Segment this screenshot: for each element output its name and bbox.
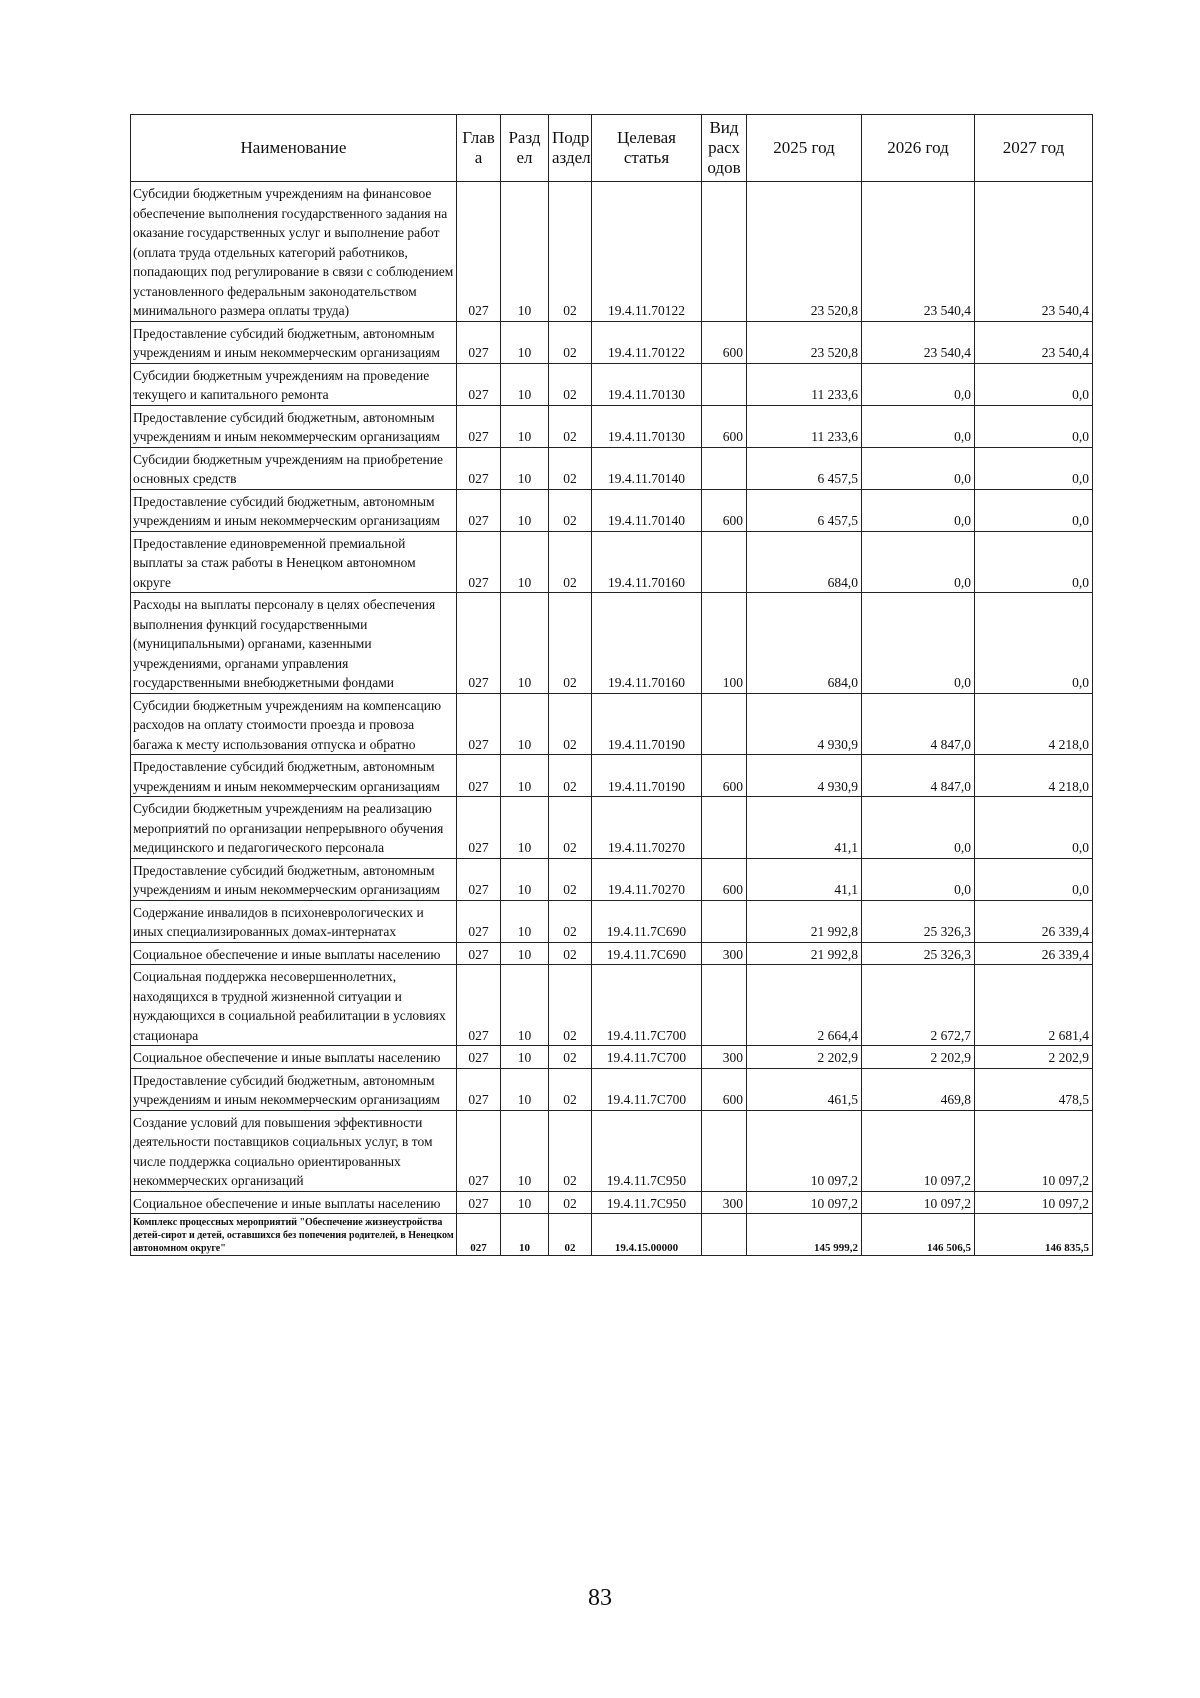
cell-name: Создание условий для повышения эффективности деятельности поставщиков социальных услуг, в том числе поддержка социально ориентированных некоммерческих организаций: [131, 1110, 457, 1191]
table-row: [131, 1068, 1093, 1110]
cell-article: 19.4.11.7С690: [592, 900, 702, 942]
cell-vid: 600: [702, 1068, 747, 1110]
cell-2027: 2 202,9: [975, 1046, 1093, 1069]
cell-glava: 027: [457, 858, 501, 900]
cell-podrazdel: 02: [549, 1214, 592, 1256]
cell-name: Предоставление субсидий бюджетным, автономным учреждениям и иным некоммерческим организациям: [131, 755, 457, 797]
cell-article: 19.4.11.7С700: [592, 1068, 702, 1110]
cell-vid: [702, 1214, 747, 1256]
cell-article: 19.4.11.70130: [592, 405, 702, 447]
cell-2027: 4 218,0: [975, 693, 1093, 755]
table-row: [131, 693, 1093, 755]
cell-razdel: 10: [501, 363, 549, 405]
cell-glava: 027: [457, 447, 501, 489]
cell-glava: 027: [457, 797, 501, 859]
cell-glava: 027: [457, 693, 501, 755]
cell-2026: 23 540,4: [862, 182, 975, 322]
cell-2025: 23 520,8: [747, 182, 862, 322]
cell-2026: 0,0: [862, 797, 975, 859]
cell-razdel: 10: [501, 900, 549, 942]
cell-glava: 027: [457, 405, 501, 447]
cell-razdel: 10: [501, 447, 549, 489]
table-row: [131, 321, 1093, 363]
cell-2025: 21 992,8: [747, 942, 862, 965]
cell-2026: 10 097,2: [862, 1191, 975, 1214]
cell-2027: 26 339,4: [975, 942, 1093, 965]
table-row: [131, 858, 1093, 900]
cell-razdel: 10: [501, 321, 549, 363]
cell-glava: 027: [457, 942, 501, 965]
cell-article: 19.4.11.70190: [592, 693, 702, 755]
cell-razdel: 10: [501, 531, 549, 593]
cell-2027: 0,0: [975, 363, 1093, 405]
cell-2026: 4 847,0: [862, 755, 975, 797]
cell-2026: 23 540,4: [862, 321, 975, 363]
cell-razdel: 10: [501, 405, 549, 447]
cell-razdel: 10: [501, 1046, 549, 1069]
cell-name: Субсидии бюджетным учреждениям на приобретение основных средств: [131, 447, 457, 489]
cell-2026: 25 326,3: [862, 942, 975, 965]
cell-article: 19.4.15.00000: [592, 1214, 702, 1256]
cell-podrazdel: 02: [549, 858, 592, 900]
cell-podrazdel: 02: [549, 489, 592, 531]
cell-2026: 2 672,7: [862, 965, 975, 1046]
header-glava: Глав а: [457, 115, 501, 182]
cell-glava: 027: [457, 321, 501, 363]
table-row: [131, 489, 1093, 531]
cell-2027: 0,0: [975, 531, 1093, 593]
cell-razdel: 10: [501, 858, 549, 900]
cell-2025: 41,1: [747, 797, 862, 859]
cell-article: 19.4.11.7С950: [592, 1191, 702, 1214]
cell-razdel: 10: [501, 489, 549, 531]
header-razdel: Разд ел: [501, 115, 549, 182]
cell-article: 19.4.11.70190: [592, 755, 702, 797]
cell-vid: 600: [702, 405, 747, 447]
cell-2027: 4 218,0: [975, 755, 1093, 797]
cell-podrazdel: 02: [549, 531, 592, 593]
table-row: [131, 755, 1093, 797]
cell-article: 19.4.11.7С700: [592, 965, 702, 1046]
page-number: 83: [588, 1585, 612, 1611]
cell-razdel: 10: [501, 182, 549, 322]
cell-name: Социальное обеспечение и иные выплаты населению: [131, 1046, 457, 1069]
cell-podrazdel: 02: [549, 965, 592, 1046]
cell-glava: 027: [457, 900, 501, 942]
cell-razdel: 10: [501, 593, 549, 694]
cell-2025: 461,5: [747, 1068, 862, 1110]
cell-podrazdel: 02: [549, 593, 592, 694]
cell-2025: 11 233,6: [747, 405, 862, 447]
cell-razdel: 10: [501, 693, 549, 755]
cell-vid: [702, 531, 747, 593]
cell-vid: [702, 1110, 747, 1191]
cell-podrazdel: 02: [549, 182, 592, 322]
cell-2027: 0,0: [975, 858, 1093, 900]
cell-article: 19.4.11.7С690: [592, 942, 702, 965]
cell-2025: 21 992,8: [747, 900, 862, 942]
cell-2026: 0,0: [862, 858, 975, 900]
cell-vid: [702, 797, 747, 859]
cell-2027: 0,0: [975, 593, 1093, 694]
cell-article: 19.4.11.70270: [592, 858, 702, 900]
cell-name: Предоставление единовременной премиальной выплаты за стаж работы в Ненецком автономном округе: [131, 531, 457, 593]
cell-2026: 0,0: [862, 593, 975, 694]
table-row: [131, 900, 1093, 942]
cell-podrazdel: 02: [549, 942, 592, 965]
cell-name: Предоставление субсидий бюджетным, автономным учреждениям и иным некоммерческим организациям: [131, 405, 457, 447]
cell-article: 19.4.11.7С950: [592, 1110, 702, 1191]
cell-2027: 0,0: [975, 489, 1093, 531]
cell-vid: 300: [702, 1046, 747, 1069]
cell-2027: 146 835,5: [975, 1214, 1093, 1256]
table-row: [131, 797, 1093, 859]
cell-razdel: 10: [501, 1068, 549, 1110]
cell-article: 19.4.11.70122: [592, 182, 702, 322]
cell-2027: 10 097,2: [975, 1191, 1093, 1214]
cell-vid: [702, 182, 747, 322]
cell-glava: 027: [457, 1068, 501, 1110]
table-row: [131, 593, 1093, 694]
cell-glava: 027: [457, 755, 501, 797]
table-row: [131, 965, 1093, 1046]
cell-2025: 23 520,8: [747, 321, 862, 363]
cell-vid: [702, 693, 747, 755]
cell-2025: 4 930,9: [747, 755, 862, 797]
cell-podrazdel: 02: [549, 900, 592, 942]
cell-glava: 027: [457, 965, 501, 1046]
cell-2027: 23 540,4: [975, 182, 1093, 322]
table-row: [131, 405, 1093, 447]
cell-podrazdel: 02: [549, 447, 592, 489]
cell-razdel: 10: [501, 1191, 549, 1214]
cell-name: Социальная поддержка несовершеннолетних, находящихся в трудной жизненной ситуации и нуждающихся в социальной реабилитации в условиях стационара: [131, 965, 457, 1046]
table-row: [131, 1046, 1093, 1069]
cell-name: Расходы на выплаты персоналу в целях обеспечения выполнения функций государственными (муниципальными) органами, казенными учреждениями, органами управления государственными внебюджетными фондами: [131, 593, 457, 694]
cell-name: Социальное обеспечение и иные выплаты населению: [131, 1191, 457, 1214]
cell-name: Субсидии бюджетным учреждениям на проведение текущего и капитального ремонта: [131, 363, 457, 405]
cell-razdel: 10: [501, 755, 549, 797]
cell-2027: 0,0: [975, 405, 1093, 447]
cell-glava: 027: [457, 1191, 501, 1214]
header-2027: 2027 год: [975, 115, 1093, 182]
cell-name: Предоставление субсидий бюджетным, автономным учреждениям и иным некоммерческим организациям: [131, 858, 457, 900]
cell-glava: 027: [457, 182, 501, 322]
cell-2025: 41,1: [747, 858, 862, 900]
budget-table: [130, 114, 1093, 1256]
cell-2025: 684,0: [747, 531, 862, 593]
header-2025: 2025 год: [747, 115, 862, 182]
cell-article: 19.4.11.70140: [592, 447, 702, 489]
cell-2027: 2 681,4: [975, 965, 1093, 1046]
table-row: [131, 363, 1093, 405]
cell-vid: [702, 900, 747, 942]
cell-2026: 146 506,5: [862, 1214, 975, 1256]
cell-article: 19.4.11.70160: [592, 531, 702, 593]
table-row: [131, 942, 1093, 965]
budget-table-sheet: [130, 114, 1092, 1256]
cell-glava: 027: [457, 1214, 501, 1256]
cell-podrazdel: 02: [549, 363, 592, 405]
cell-razdel: 10: [501, 942, 549, 965]
cell-2025: 145 999,2: [747, 1214, 862, 1256]
cell-vid: [702, 363, 747, 405]
cell-vid: 600: [702, 858, 747, 900]
cell-vid: 300: [702, 1191, 747, 1214]
cell-name: Предоставление субсидий бюджетным, автономным учреждениям и иным некоммерческим организациям: [131, 489, 457, 531]
cell-2025: 684,0: [747, 593, 862, 694]
cell-razdel: 10: [501, 1110, 549, 1191]
cell-article: 19.4.11.70160: [592, 593, 702, 694]
cell-vid: 600: [702, 489, 747, 531]
cell-article: 19.4.11.70270: [592, 797, 702, 859]
cell-podrazdel: 02: [549, 1191, 592, 1214]
cell-2026: 0,0: [862, 447, 975, 489]
table-row: [131, 1191, 1093, 1214]
header-2026: 2026 год: [862, 115, 975, 182]
cell-name: Комплекс процессных мероприятий "Обеспечение жизнеустройства детей-сирот и детей, оставшихся без попечения родителей, в Ненецком автономном округе": [131, 1214, 457, 1256]
cell-2026: 469,8: [862, 1068, 975, 1110]
cell-2026: 0,0: [862, 363, 975, 405]
cell-article: 19.4.11.70122: [592, 321, 702, 363]
cell-2027: 478,5: [975, 1068, 1093, 1110]
cell-2025: 11 233,6: [747, 363, 862, 405]
cell-name: Предоставление субсидий бюджетным, автономным учреждениям и иным некоммерческим организациям: [131, 321, 457, 363]
cell-glava: 027: [457, 489, 501, 531]
cell-vid: 600: [702, 755, 747, 797]
cell-2026: 0,0: [862, 489, 975, 531]
cell-podrazdel: 02: [549, 1068, 592, 1110]
cell-2027: 0,0: [975, 447, 1093, 489]
cell-glava: 027: [457, 531, 501, 593]
cell-vid: [702, 965, 747, 1046]
header-podrazdel: Подр аздел: [549, 115, 592, 182]
cell-2025: 2 202,9: [747, 1046, 862, 1069]
cell-vid: [702, 447, 747, 489]
cell-2026: 4 847,0: [862, 693, 975, 755]
cell-vid: 600: [702, 321, 747, 363]
header-vid: Вид расх одов: [702, 115, 747, 182]
cell-article: 19.4.11.70140: [592, 489, 702, 531]
cell-2027: 23 540,4: [975, 321, 1093, 363]
cell-2027: 10 097,2: [975, 1110, 1093, 1191]
cell-podrazdel: 02: [549, 755, 592, 797]
cell-name: Социальное обеспечение и иные выплаты населению: [131, 942, 457, 965]
table-header-row: [131, 115, 1093, 182]
cell-glava: 027: [457, 1110, 501, 1191]
cell-razdel: 10: [501, 965, 549, 1046]
cell-podrazdel: 02: [549, 1110, 592, 1191]
table-row: [131, 1110, 1093, 1191]
cell-2025: 10 097,2: [747, 1110, 862, 1191]
cell-2025: 10 097,2: [747, 1191, 862, 1214]
cell-name: Субсидии бюджетным учреждениям на реализацию мероприятий по организации непрерывного обучения медицинского и педагогического персонала: [131, 797, 457, 859]
cell-vid: 300: [702, 942, 747, 965]
cell-razdel: 10: [501, 797, 549, 859]
header-name: Наименование: [131, 115, 457, 182]
cell-2026: 0,0: [862, 531, 975, 593]
cell-name: Субсидии бюджетным учреждениям на финансовое обеспечение выполнения государственного задания на оказание государственных услуг и выполнение работ (оплата труда отдельных категорий работников, попадающих под регулирование в связи с соблюдением установленного федеральным законодательством минимального размера оплаты труда): [131, 182, 457, 322]
table-row: [131, 1214, 1093, 1256]
cell-name: Содержание инвалидов в психоневрологических и иных специализированных домах-интернатах: [131, 900, 457, 942]
cell-2025: 6 457,5: [747, 489, 862, 531]
cell-razdel: 10: [501, 1214, 549, 1256]
table-row: [131, 531, 1093, 593]
cell-podrazdel: 02: [549, 797, 592, 859]
table-body: [131, 182, 1093, 1256]
cell-podrazdel: 02: [549, 1046, 592, 1069]
cell-2026: 10 097,2: [862, 1110, 975, 1191]
cell-2027: 0,0: [975, 797, 1093, 859]
cell-2027: 26 339,4: [975, 900, 1093, 942]
cell-podrazdel: 02: [549, 321, 592, 363]
table-row: [131, 447, 1093, 489]
cell-2025: 4 930,9: [747, 693, 862, 755]
cell-2026: 2 202,9: [862, 1046, 975, 1069]
cell-article: 19.4.11.70130: [592, 363, 702, 405]
cell-2025: 2 664,4: [747, 965, 862, 1046]
header-article: Целевая статья: [592, 115, 702, 182]
table-row: [131, 182, 1093, 322]
cell-glava: 027: [457, 1046, 501, 1069]
cell-2026: 0,0: [862, 405, 975, 447]
cell-vid: 100: [702, 593, 747, 694]
cell-podrazdel: 02: [549, 693, 592, 755]
cell-glava: 027: [457, 363, 501, 405]
cell-name: Субсидии бюджетным учреждениям на компенсацию расходов на оплату стоимости проезда и провоза багажа к месту использования отпуска и обратно: [131, 693, 457, 755]
cell-2025: 6 457,5: [747, 447, 862, 489]
cell-name: Предоставление субсидий бюджетным, автономным учреждениям и иным некоммерческим организациям: [131, 1068, 457, 1110]
cell-2026: 25 326,3: [862, 900, 975, 942]
cell-podrazdel: 02: [549, 405, 592, 447]
cell-glava: 027: [457, 593, 501, 694]
cell-article: 19.4.11.7С700: [592, 1046, 702, 1069]
